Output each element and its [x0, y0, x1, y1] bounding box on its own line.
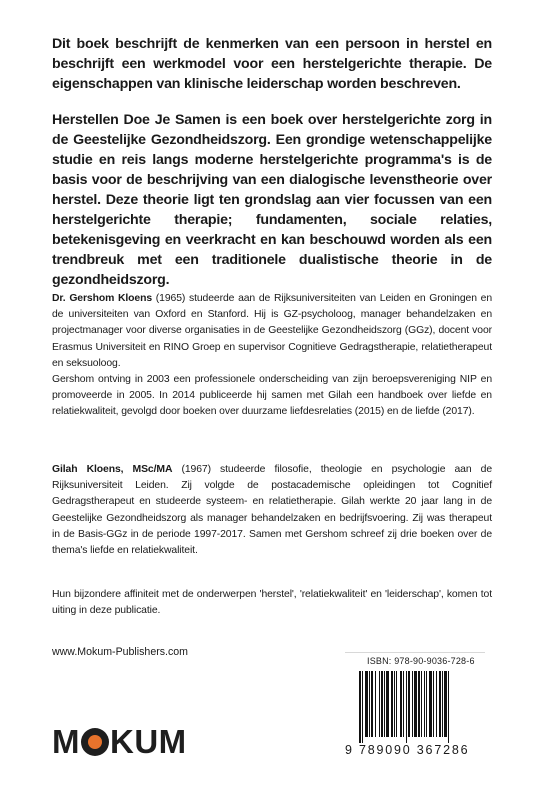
- intro-blurb: [52, 34, 492, 306]
- barcode-bar: [408, 671, 410, 737]
- publisher-website: www.Mokum-Publishers.com: [52, 646, 188, 658]
- author-name-gershom: Dr. Gershom Kloens: [52, 293, 153, 304]
- author-bio-gilah: [52, 462, 492, 559]
- author-bio-text-2: Gershom ontving in 2003 een professionele onderscheiding van zijn beroepsvereniging NIP en promoveerde in 2005. In 2014 publiceerde hij samen met Gilah een handboek over liefde en relatiekwaliteit, gevolgd door boeken over duurzame liefdesrelaties (2015) en de liefde (2017).: [52, 374, 492, 418]
- barcode-bar: [386, 671, 389, 737]
- barcode-bar: [436, 671, 437, 737]
- barcode-bar: [448, 671, 449, 743]
- publisher-logo: [52, 722, 187, 762]
- closing-paragraph: Hun bijzondere affiniteit met de onderwerpen 'herstel', 'relatiekwaliteit' en 'leiderschap', komen tot uiting in deze publicatie.: [52, 589, 492, 617]
- barcode-bar: [381, 671, 383, 737]
- barcode-bar: [384, 671, 385, 737]
- barcode-bar: [379, 671, 380, 737]
- barcode-bar: [369, 671, 370, 737]
- author-bio-gershom: [52, 291, 492, 421]
- barcode-bar: [396, 671, 397, 737]
- barcode-bar: [400, 671, 402, 737]
- barcode-bar: [362, 671, 363, 743]
- barcode-bar: [444, 671, 447, 737]
- logo-text-left: M: [52, 723, 80, 760]
- barcode-bar: [433, 671, 434, 737]
- author-bio-text: (1967) studeerde filosofie, theologie en psychologie aan de Rijksuniversiteit Leiden. Zij volgde de postacademische opleidingen tot Cognitief Gedragstherapeut en studeerde systeem- en relatietherapie. Gilah werkte 20 jaar lang in de Geestelijke Gezondheidszorg als manager behandelzaken en bedrijfsvoering. Zij was therapeut in de Basis-GGz in de periode 1997-2017. Samen met Gershom schreef zij drie boeken over de thema's liefde en relatiekwaliteit.: [52, 464, 493, 557]
- logo-text-right: KUM: [110, 723, 187, 760]
- barcode-bar: [403, 671, 404, 737]
- logo-o-icon: [81, 728, 109, 756]
- barcode-bar: [442, 671, 443, 737]
- barcode-bar: [424, 671, 425, 737]
- isbn-label: ISBN: 978-90-9036-728-6: [367, 656, 475, 666]
- isbn-barcode-block: [345, 652, 485, 765]
- barcode-bar: [406, 671, 407, 743]
- barcode-bar: [418, 671, 420, 737]
- barcode-icon: [353, 671, 479, 743]
- barcode-bar: [371, 671, 373, 737]
- barcode-bar: [391, 671, 393, 737]
- barcode-bar: [375, 671, 376, 737]
- barcode-bar: [359, 671, 361, 743]
- author-bio-text: (1965) studeerde aan de Rijksuniversiteiten van Leiden en Groningen en de universiteiten van Oxford en Stanford. Hij is GZ-psycholoog, manager behandelzaken en projectmanager voor diverse organisaties in de Geestelijke Gezondheidszorg (GGz), docent voor Erasmus Universiteit en RINO Groep en supervisor Cognitieve Gedragstherapie, relatietherapeut en seksuoloog.: [52, 293, 493, 369]
- barcode-bar: [429, 671, 432, 737]
- barcode-bar: [421, 671, 422, 737]
- intro-paragraph-2: Herstellen Doe Je Samen is een boek over herstelgerichte zorg in de Geestelijke Gezondheidszorg. Een grondige wetenschappelijke studie en reis langs moderne herstelgerichte programma's is de basis voor de beschrijving van een dialogische levenstheorie over herstel. Deze theorie ligt ten grondslag aan vier focussen van een herstelgerichte therapie; fundamenten, sociale relaties, betekenisgeving en veerkracht en kan beschouwd worden als een trendbreuk met een traditionele dualistische theorie in de gezondheidszorg.: [52, 112, 492, 288]
- intro-paragraph-1: Dit boek beschrijft de kenmerken van een persoon in herstel en beschrijft een werkmodel voor een herstelgerichte therapie. De eigenschappen van klinische leiderschap worden beschreven.: [52, 36, 492, 92]
- barcode-bar: [439, 671, 441, 737]
- barcode-bar: [426, 671, 427, 737]
- barcode-bar: [414, 671, 417, 737]
- barcode-bar: [365, 671, 368, 737]
- author-name-gilah: Gilah Kloens, MSc/MA: [52, 464, 173, 475]
- isbn-number: 9 789090 367286: [345, 743, 470, 757]
- barcode-bar: [412, 671, 413, 737]
- barcode-bar: [394, 671, 395, 737]
